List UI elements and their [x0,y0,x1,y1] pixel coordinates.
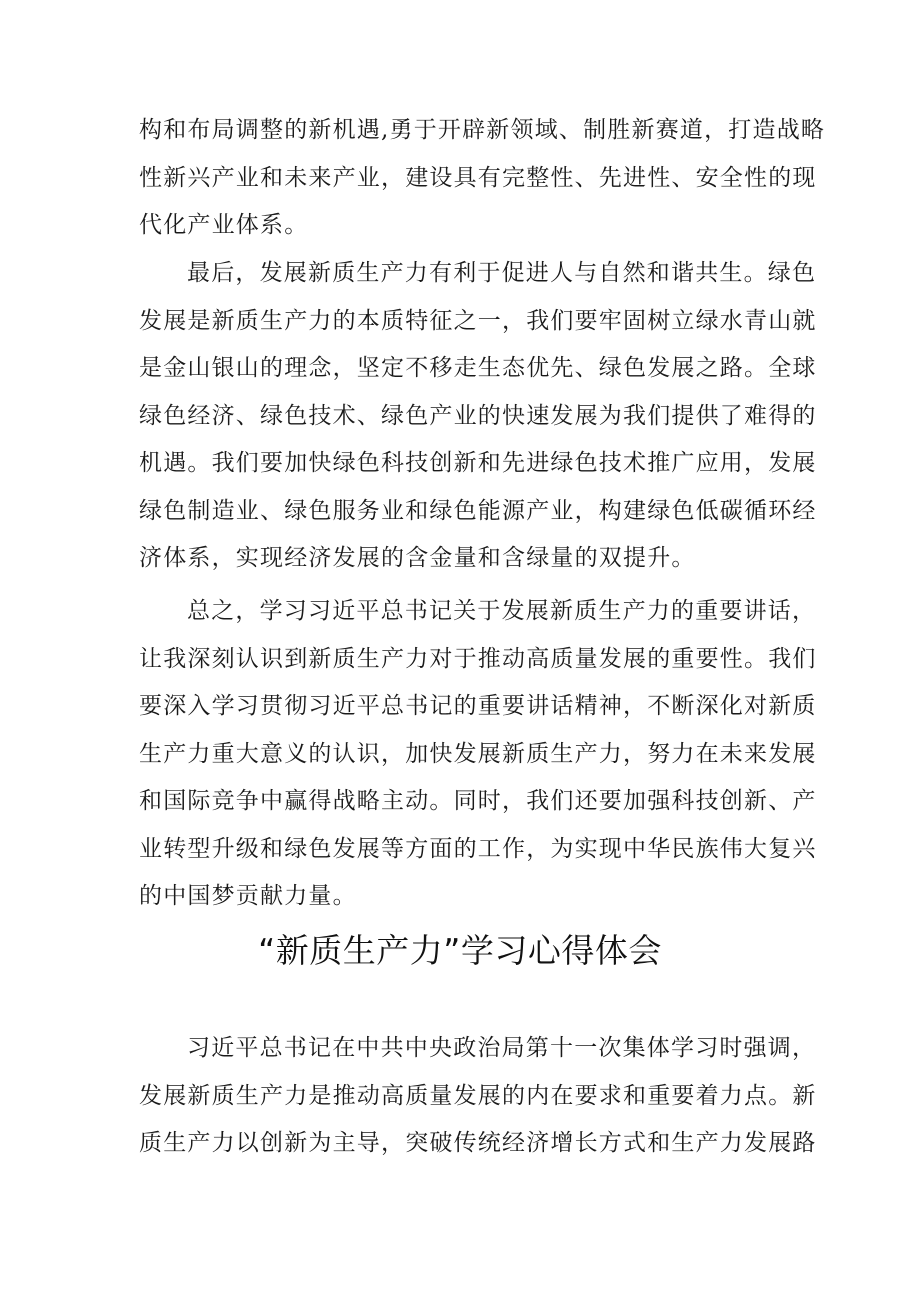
paragraph-continued [139,107,826,250]
text-line: 构和布局调整的新机遇,勇于开辟新领域、制胜新赛道，打造战略 [139,117,826,143]
text-line: 质生产力以创新为主导，突破传统经济增长方式和生产力发展路 [139,1130,817,1156]
text-line: 生产力重大意义的认识，加快发展新质生产力，努力在未来发展 [139,740,817,767]
text-line: 让我深刻认识到新质生产力对于推动高质量发展的重要性。我们 [139,645,817,672]
paragraph-intro [139,1025,817,1168]
text-line: 习近平总书记在中共中央政治局第十一次集体学习时强调， [187,1035,817,1061]
text-line: 性新兴产业和未来产业，建设具有完整性、先进性、安全性的现 [139,164,817,191]
text-line: 业转型升级和绿色发展等方面的工作，为实现中华民族伟大复兴 [139,835,817,862]
text-line: 和国际竞争中赢得战略主动。同时，我们还要加强科技创新、产 [139,788,817,814]
text-line: 机遇。我们要加快绿色科技创新和先进绿色技术推广应用，发展 [139,450,817,476]
paragraph-green-development [139,250,817,583]
text-line: 总之，学习习近平总书记关于发展新质生产力的重要讲话， [187,598,817,624]
text-line: 是金山银山的理念，坚定不移走生态优先、绿色发展之路。全球 [139,355,817,381]
text-line: 要深入学习贯彻习近平总书记的重要讲话精神，不断深化对新质 [139,693,817,719]
text-line: 的中国梦贡献力量。 [139,883,357,909]
section-title: “新质生产力”学习心得体会 [258,931,662,970]
text-line: 济体系，实现经济发展的含金量和含绿量的双提升。 [139,545,696,571]
text-line: 发展是新质生产力的本质特征之一，我们要牢固树立绿水青山就 [139,307,817,334]
text-line: 代化产业体系。 [139,212,309,238]
text-line: 发展新质生产力是推动高质量发展的内在要求和重要着力点。新 [139,1082,817,1109]
paragraph-conclusion [139,588,817,921]
text-line: 绿色制造业、绿色服务业和绿色能源产业，构建绿色低碳循环经 [139,497,817,524]
text-line: 最后，发展新质生产力有利于促进人与自然和谐共生。绿色 [187,260,817,286]
text-line: 绿色经济、绿色技术、绿色产业的快速发展为我们提供了难得的 [139,402,817,429]
